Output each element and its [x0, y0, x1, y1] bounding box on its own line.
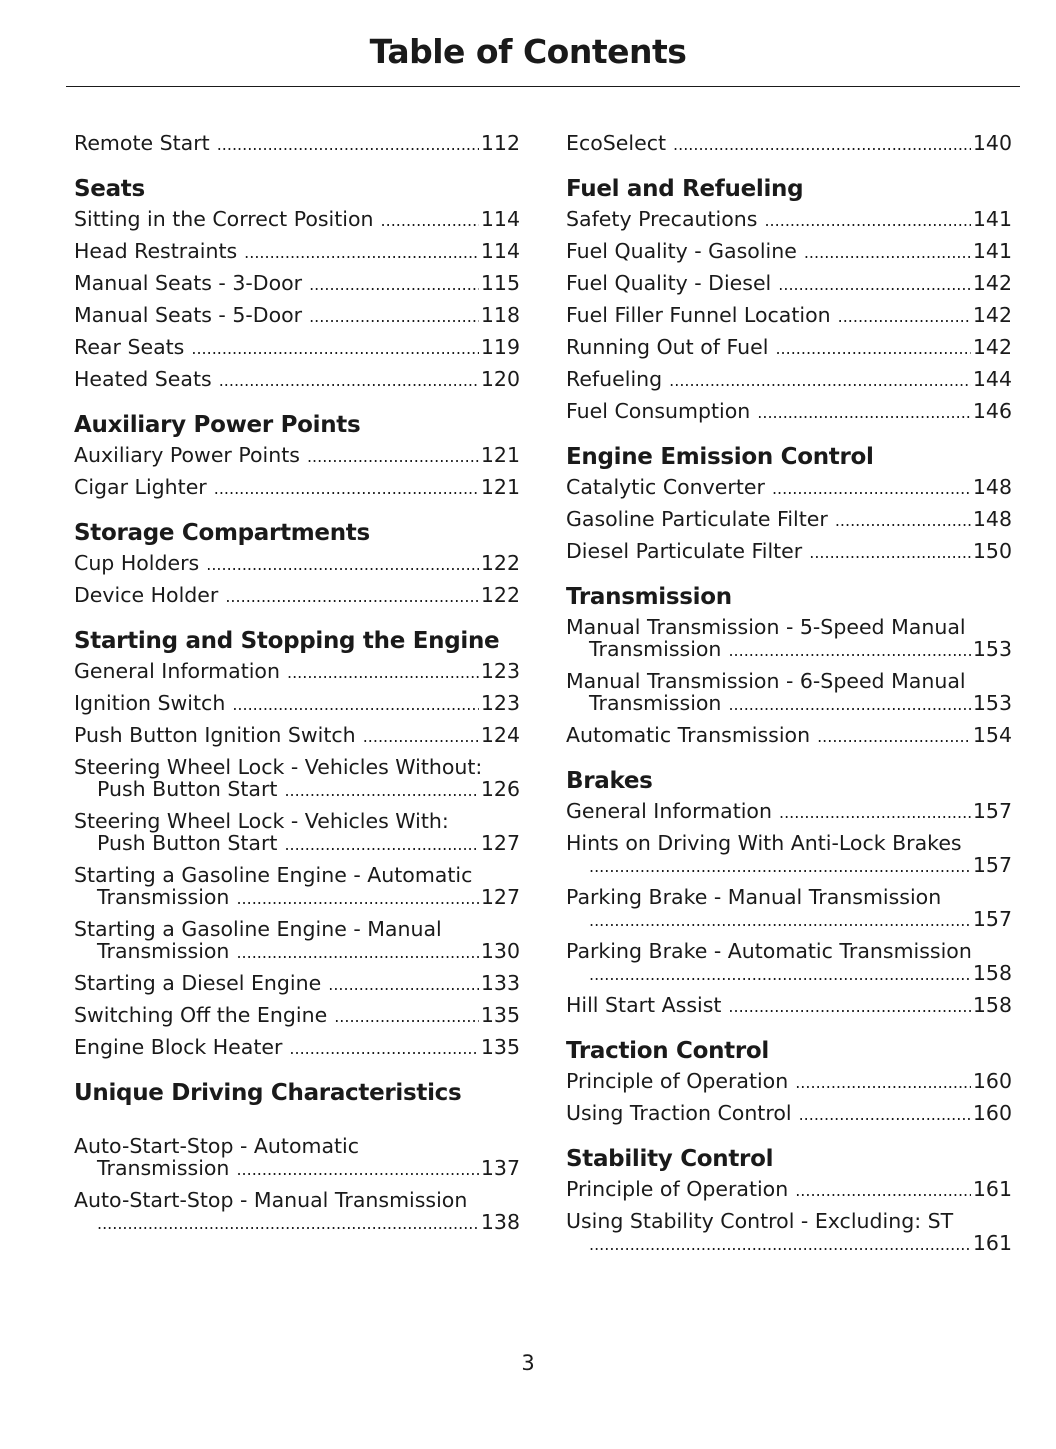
- toc-section-storage: [74, 520, 520, 608]
- entry-label: General Information: [566, 799, 772, 823]
- toc-entry[interactable]: [74, 692, 520, 716]
- dot-leader: [334, 1006, 479, 1028]
- dot-leader: [779, 802, 971, 824]
- entry-page: 157: [972, 907, 1012, 931]
- toc-entry[interactable]: [74, 208, 520, 232]
- dot-leader: [328, 974, 479, 996]
- entry-label-continued: Transmission: [97, 885, 230, 909]
- toc-entry[interactable]: [566, 994, 1012, 1018]
- entry-label: Auxiliary Power Points: [74, 443, 300, 467]
- toc-entry[interactable]: [566, 400, 1012, 424]
- entry-page: 146: [972, 399, 1012, 423]
- toc-section-stability: [566, 1146, 1012, 1256]
- entry-label: Principle of Operation: [566, 1069, 789, 1093]
- section-heading[interactable]: Brakes: [566, 768, 653, 794]
- entry-label: Rear Seats: [74, 335, 185, 359]
- entry-label-continued: Transmission: [97, 939, 230, 963]
- entry-page: 114: [480, 239, 520, 263]
- dot-leader: [309, 306, 479, 328]
- entry-page: 144: [972, 367, 1012, 391]
- entry-label: Cup Holders: [74, 551, 200, 575]
- toc-entry[interactable]: [74, 304, 520, 328]
- dot-leader: [809, 542, 971, 564]
- entry-page: 122: [480, 583, 520, 607]
- toc-entry[interactable]: [74, 240, 520, 264]
- entry-label: Fuel Quality - Gasoline: [566, 239, 797, 263]
- toc-entry[interactable]: [566, 132, 1012, 156]
- toc-entry[interactable]: [74, 1004, 520, 1028]
- dot-leader: [764, 210, 970, 232]
- toc-section-seats: [74, 176, 520, 392]
- toc-entry[interactable]: [74, 132, 520, 156]
- toc-entry[interactable]: [74, 476, 520, 500]
- dot-leader: [772, 478, 971, 500]
- dot-leader: [307, 446, 479, 468]
- section-heading[interactable]: Engine Emission Control: [566, 444, 874, 470]
- toc-entry[interactable]: [566, 1102, 1012, 1126]
- entry-label: Parking Brake - Manual Transmission: [566, 885, 942, 909]
- section-heading[interactable]: Unique Driving Characteristics: [74, 1080, 462, 1106]
- toc-entry[interactable]: [74, 724, 520, 748]
- toc-entry[interactable]: [566, 886, 1012, 932]
- dot-leader: [804, 242, 971, 264]
- entry-label: Fuel Consumption: [566, 399, 751, 423]
- entry-page: 154: [972, 723, 1012, 747]
- dot-leader: [817, 726, 971, 748]
- dot-leader: [191, 338, 479, 360]
- entry-page: 150: [972, 539, 1012, 563]
- dot-leader: [673, 134, 971, 156]
- entry-page: 127: [480, 885, 520, 909]
- toc-entry[interactable]: [74, 272, 520, 296]
- entry-page: 121: [480, 475, 520, 499]
- entry-label-continued: Push Button Start: [97, 831, 278, 855]
- entry-label: Cigar Lighter: [74, 475, 207, 499]
- dot-leader: [669, 370, 971, 392]
- dot-leader: [244, 242, 479, 264]
- entry-page: 158: [972, 993, 1012, 1017]
- entry-page: 148: [972, 507, 1012, 531]
- entry-page: 135: [480, 1035, 520, 1059]
- toc-section-unique-driving: [74, 1080, 520, 1235]
- entry-page: 161: [972, 1231, 1012, 1255]
- dot-leader: [219, 370, 479, 392]
- entry-page: 133: [480, 971, 520, 995]
- toc-entry[interactable]: [566, 540, 1012, 564]
- entry-page: 121: [480, 443, 520, 467]
- toc-entry[interactable]: [74, 1036, 520, 1060]
- dot-leader: [795, 1072, 971, 1094]
- dot-leader: [757, 402, 971, 424]
- entry-page: 123: [480, 691, 520, 715]
- entry-label: Fuel Quality - Diesel: [566, 271, 772, 295]
- dot-leader: [381, 210, 479, 232]
- toc-entry[interactable]: [566, 800, 1012, 824]
- toc-entry[interactable]: [566, 240, 1012, 264]
- entry-label: Fuel Filler Funnel Location: [566, 303, 831, 327]
- entry-page: 141: [972, 207, 1012, 231]
- dot-leader: [206, 554, 479, 576]
- entry-page: 141: [972, 239, 1012, 263]
- entry-label: Hill Start Assist: [566, 993, 722, 1017]
- entry-page: 161: [972, 1177, 1012, 1201]
- dot-leader: [728, 640, 970, 662]
- entry-label-continued: Push Button Start: [97, 777, 278, 801]
- toc-entry[interactable]: [566, 1070, 1012, 1094]
- entry-page: 138: [480, 1210, 520, 1234]
- entry-page: 118: [480, 303, 520, 327]
- dot-leader: [236, 1159, 478, 1181]
- entry-label: Sitting in the Correct Position: [74, 207, 374, 231]
- entry-page: 115: [480, 271, 520, 295]
- toc-section-starting-stopping: [74, 628, 520, 1060]
- toc-entry[interactable]: [566, 670, 1012, 716]
- entry-page: 135: [480, 1003, 520, 1027]
- section-heading[interactable]: Traction Control: [566, 1038, 769, 1064]
- toc-entry[interactable]: [74, 552, 520, 576]
- entry-label: Manual Transmission - 5-Speed Manual: [566, 615, 966, 639]
- toc-entry[interactable]: [566, 1178, 1012, 1202]
- entry-label: Refueling: [566, 367, 663, 391]
- section-heading[interactable]: Stability Control: [566, 1146, 774, 1172]
- dot-leader: [236, 942, 478, 964]
- entry-label: Manual Seats - 5-Door: [74, 303, 303, 327]
- section-heading[interactable]: Storage Compartments: [74, 520, 370, 546]
- entry-label: Manual Transmission - 6-Speed Manual: [566, 669, 966, 693]
- entry-label: Hints on Driving With Anti-Lock Brakes: [566, 831, 962, 855]
- section-heading[interactable]: Starting and Stopping the Engine: [74, 628, 500, 654]
- toc-entry[interactable]: [566, 368, 1012, 392]
- toc-entry[interactable]: [74, 756, 520, 802]
- page-number: 3: [521, 1351, 535, 1375]
- toc-section-emission: [566, 444, 1012, 564]
- entry-page: 142: [972, 271, 1012, 295]
- entry-label: Using Traction Control: [566, 1101, 792, 1125]
- page-title: Table of Contents: [369, 32, 687, 71]
- entry-page: 140: [972, 131, 1012, 155]
- entry-label: Auto-Start-Stop - Automatic: [74, 1134, 360, 1158]
- toc-entry[interactable]: [74, 660, 520, 684]
- entry-label: Running Out of Fuel: [566, 335, 769, 359]
- entry-label: General Information: [74, 659, 280, 683]
- toc-section-brakes: [566, 768, 1012, 1018]
- dot-leader: [225, 586, 479, 608]
- entry-label: Automatic Transmission: [566, 723, 811, 747]
- dot-leader: [799, 1104, 971, 1126]
- entry-label: Catalytic Converter: [566, 475, 765, 499]
- toc-entry[interactable]: [74, 1135, 520, 1181]
- toc-section-fuel: [566, 176, 1012, 424]
- entry-page: 137: [480, 1156, 520, 1180]
- dot-leader: [284, 834, 478, 856]
- dot-leader: [363, 726, 479, 748]
- entry-page: 160: [972, 1069, 1012, 1093]
- toc-entry[interactable]: [74, 444, 520, 468]
- toc-section-transmission: [566, 584, 1012, 748]
- toc-entry[interactable]: [566, 616, 1012, 662]
- dot-leader: [97, 1213, 479, 1235]
- toc-entry[interactable]: [74, 584, 520, 608]
- entry-label: Steering Wheel Lock - Vehicles Without:: [74, 755, 483, 779]
- section-heading[interactable]: Seats: [74, 176, 145, 202]
- entry-label: Starting a Gasoline Engine - Manual: [74, 917, 442, 941]
- title-divider: [66, 86, 1020, 87]
- entry-label: Diesel Particulate Filter: [566, 539, 803, 563]
- toc-section-auxiliary-power: [74, 412, 520, 500]
- dot-leader: [589, 1234, 971, 1256]
- entry-label: Manual Seats - 3-Door: [74, 271, 303, 295]
- dot-leader: [287, 662, 479, 684]
- entry-page: 148: [972, 475, 1012, 499]
- entry-page: 127: [480, 831, 520, 855]
- dot-leader: [589, 910, 971, 932]
- entry-page: 126: [480, 777, 520, 801]
- entry-label-continued: Transmission: [589, 637, 722, 661]
- section-heading[interactable]: Fuel and Refueling: [566, 176, 804, 202]
- toc-entry[interactable]: [566, 208, 1012, 232]
- toc-entry[interactable]: [566, 336, 1012, 360]
- entry-label: Switching Off the Engine: [74, 1003, 328, 1027]
- entry-page: 122: [480, 551, 520, 575]
- toc-entry[interactable]: [566, 476, 1012, 500]
- entry-label: Head Restraints: [74, 239, 238, 263]
- toc-entry[interactable]: [566, 724, 1012, 748]
- entry-page: 112: [480, 131, 520, 155]
- dot-leader: [217, 134, 479, 156]
- entry-label: Starting a Diesel Engine: [74, 971, 322, 995]
- dot-leader: [778, 274, 971, 296]
- entry-label: Safety Precautions: [566, 207, 758, 231]
- dot-leader: [838, 306, 971, 328]
- dot-leader: [284, 780, 478, 802]
- section-heading[interactable]: Auxiliary Power Points: [74, 412, 361, 438]
- entry-page: 120: [480, 367, 520, 391]
- dot-leader: [589, 856, 971, 878]
- entry-page: 123: [480, 659, 520, 683]
- toc-entry[interactable]: [566, 508, 1012, 532]
- entry-page: 153: [972, 691, 1012, 715]
- entry-page: 114: [480, 207, 520, 231]
- toc-section: [74, 132, 520, 156]
- entry-page: 130: [480, 939, 520, 963]
- dot-leader: [728, 694, 970, 716]
- toc-entry[interactable]: [566, 304, 1012, 328]
- entry-label-continued: Transmission: [589, 691, 722, 715]
- entry-label: Auto-Start-Stop - Manual Transmission: [74, 1188, 468, 1212]
- toc-entry[interactable]: [74, 336, 520, 360]
- entry-label: Gasoline Particulate Filter: [566, 507, 828, 531]
- dot-leader: [775, 338, 970, 360]
- toc-column-right: [566, 132, 1012, 1276]
- toc-entry[interactable]: [74, 918, 520, 964]
- entry-page: 160: [972, 1101, 1012, 1125]
- entry-label: Engine Block Heater: [74, 1035, 283, 1059]
- toc-entry[interactable]: [74, 864, 520, 910]
- toc-section: [566, 132, 1012, 156]
- toc-entry[interactable]: [566, 832, 1012, 878]
- toc-entry[interactable]: [74, 972, 520, 996]
- entry-label: Using Stability Control - Excluding: ST: [566, 1209, 954, 1233]
- entry-label: EcoSelect: [566, 131, 667, 155]
- toc-entry[interactable]: [74, 810, 520, 856]
- entry-page: 124: [480, 723, 520, 747]
- entry-label: Starting a Gasoline Engine - Automatic: [74, 863, 473, 887]
- entry-page: 157: [972, 853, 1012, 877]
- toc-entry[interactable]: [566, 940, 1012, 986]
- dot-leader: [232, 694, 479, 716]
- toc-entry[interactable]: [566, 272, 1012, 296]
- entry-page: 158: [972, 961, 1012, 985]
- entry-label: Ignition Switch: [74, 691, 226, 715]
- dot-leader: [728, 996, 970, 1018]
- dot-leader: [309, 274, 479, 296]
- dot-leader: [214, 478, 479, 500]
- entry-label: Steering Wheel Lock - Vehicles With:: [74, 809, 449, 833]
- entry-page: 153: [972, 637, 1012, 661]
- dot-leader: [835, 510, 971, 532]
- toc-entry[interactable]: [74, 1189, 520, 1235]
- dot-leader: [236, 888, 478, 910]
- toc-entry[interactable]: [74, 368, 520, 392]
- entry-page: 142: [972, 335, 1012, 359]
- dot-leader: [289, 1038, 478, 1060]
- entry-label-continued: Transmission: [97, 1156, 230, 1180]
- entry-page: 157: [972, 799, 1012, 823]
- toc-entry[interactable]: [566, 1210, 1012, 1256]
- entry-label: Push Button Ignition Switch: [74, 723, 356, 747]
- entry-label: Heated Seats: [74, 367, 212, 391]
- section-heading[interactable]: Transmission: [566, 584, 732, 610]
- dot-leader: [795, 1180, 971, 1202]
- entry-label: Principle of Operation: [566, 1177, 789, 1201]
- entry-label: Parking Brake - Automatic Transmission: [566, 939, 972, 963]
- entry-label: Device Holder: [74, 583, 219, 607]
- entry-page: 119: [480, 335, 520, 359]
- dot-leader: [589, 964, 971, 986]
- toc-section-traction: [566, 1038, 1012, 1126]
- toc-column-left: [74, 132, 520, 1255]
- entry-page: 142: [972, 303, 1012, 327]
- entry-label: Remote Start: [74, 131, 210, 155]
